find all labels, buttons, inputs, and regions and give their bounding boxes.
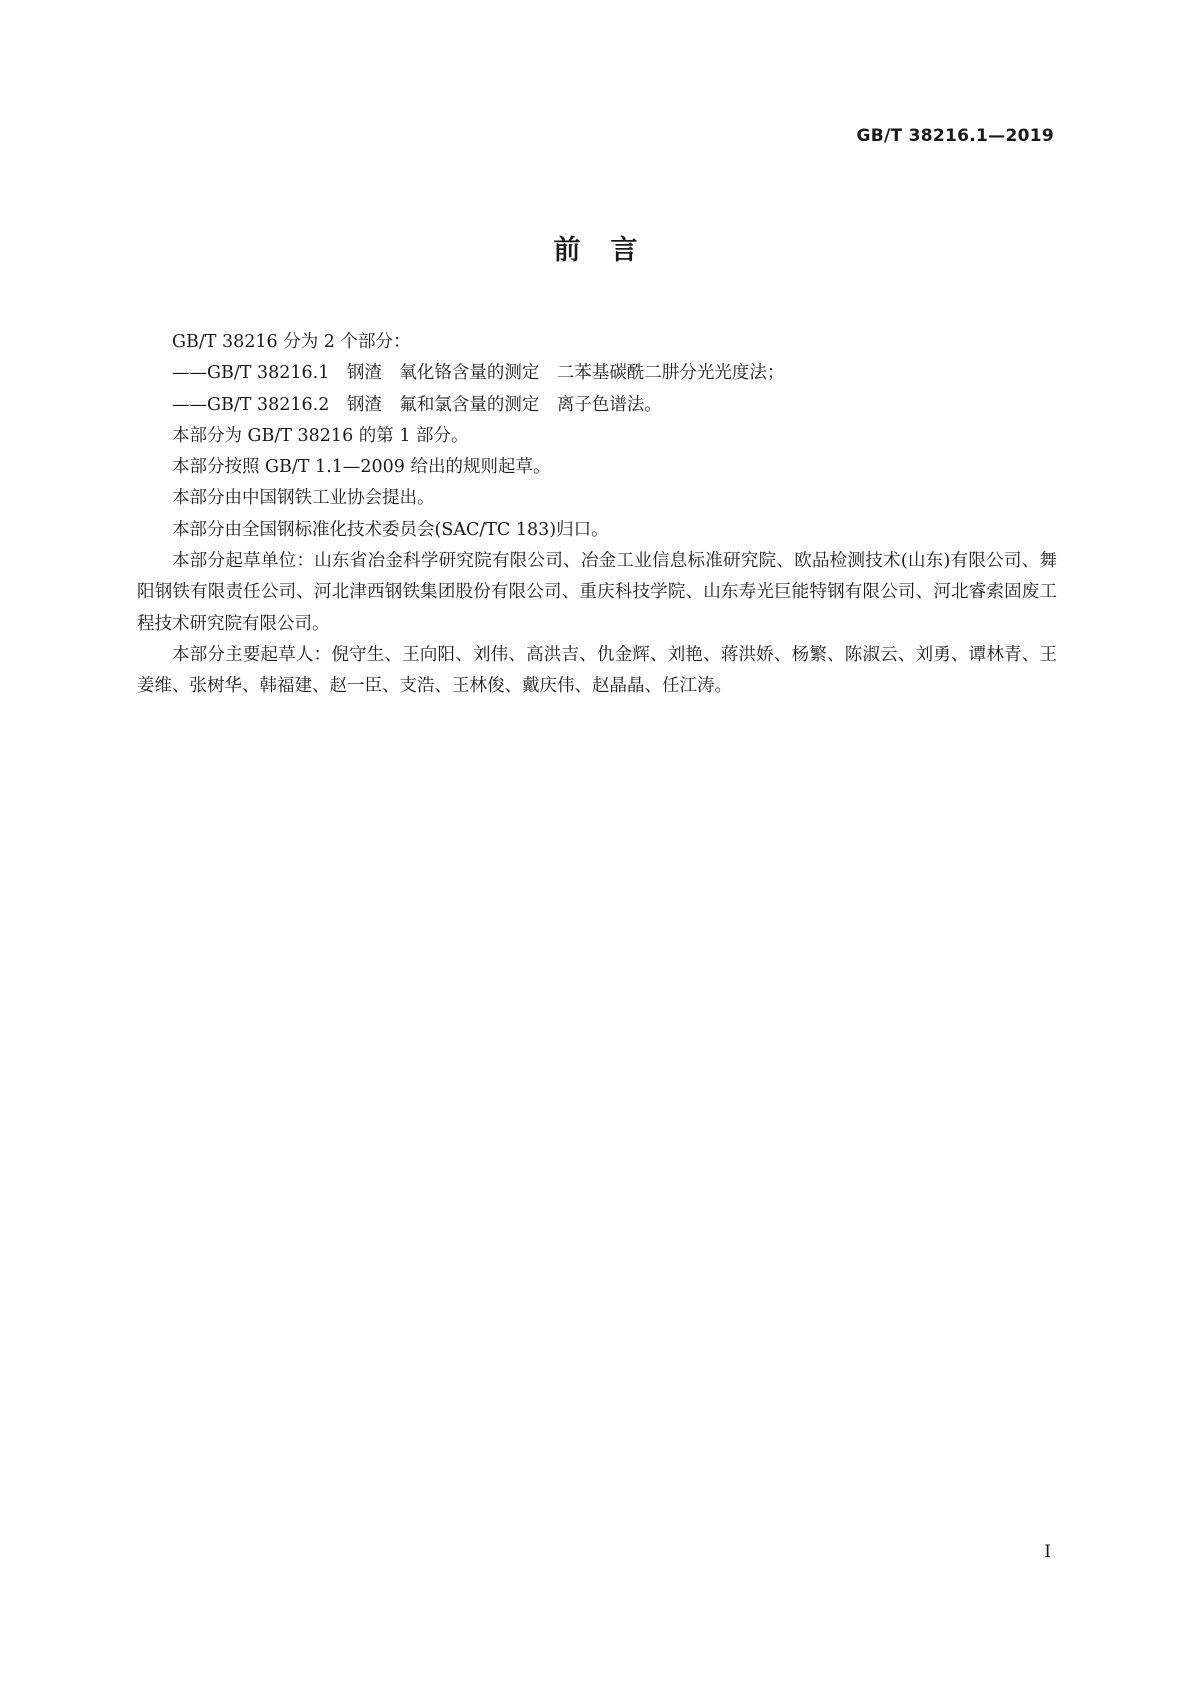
- paragraph-parts-intro: GB/T 38216 分为 2 个部分：: [172, 332, 411, 352]
- paragraph-drafters: 本部分主要起草人：倪守生、王向阳、刘伟、高洪吉、仇金辉、刘艳、蒋洪娇、杨繁、陈淑云、刘勇、谭林青、王姜维、张树华、韩福建、赵一臣、支浩、王林俊、戴庆伟、赵晶晶、任江涛。: [137, 644, 1057, 697]
- paragraph-drafting-rules: 本部分按照 GB/T 1.1—2009 给出的规则起草。: [172, 457, 551, 478]
- foreword-body: [137, 327, 1057, 703]
- paragraph-proposed-by: 本部分由中国钢铁工业协会提出。: [172, 488, 435, 509]
- paragraph-drafting-units: 本部分起草单位：山东省冶金科学研究院有限公司、冶金工业信息标准研究院、欧品检测技术(山东)有限公司、舞阳钢铁有限责任公司、河北津西钢铁集团股份有限公司、重庆科技学院、山东寿光巨能特钢有限公司、河北睿索固废工程技术研究院有限公司。: [137, 551, 1057, 634]
- document-number: GB/T 38216.1—2019: [856, 126, 1054, 146]
- paragraph-part-1: ——GB/T 38216.1 钢渣 氧化铬含量的测定 二苯基碳酰二肼分光光度法；: [172, 363, 785, 384]
- paragraph-this-part: 本部分为 GB/T 38216 的第 1 部分。: [172, 425, 469, 446]
- page-title: 前言: [553, 235, 668, 266]
- paragraph-administered-by: 本部分由全国钢标准化技术委员会(SAC/TC 183)归口。: [172, 519, 609, 540]
- page-number: I: [1044, 1542, 1051, 1562]
- paragraph-part-2: ——GB/T 38216.2 钢渣 氟和氯含量的测定 离子色谱法。: [172, 394, 662, 415]
